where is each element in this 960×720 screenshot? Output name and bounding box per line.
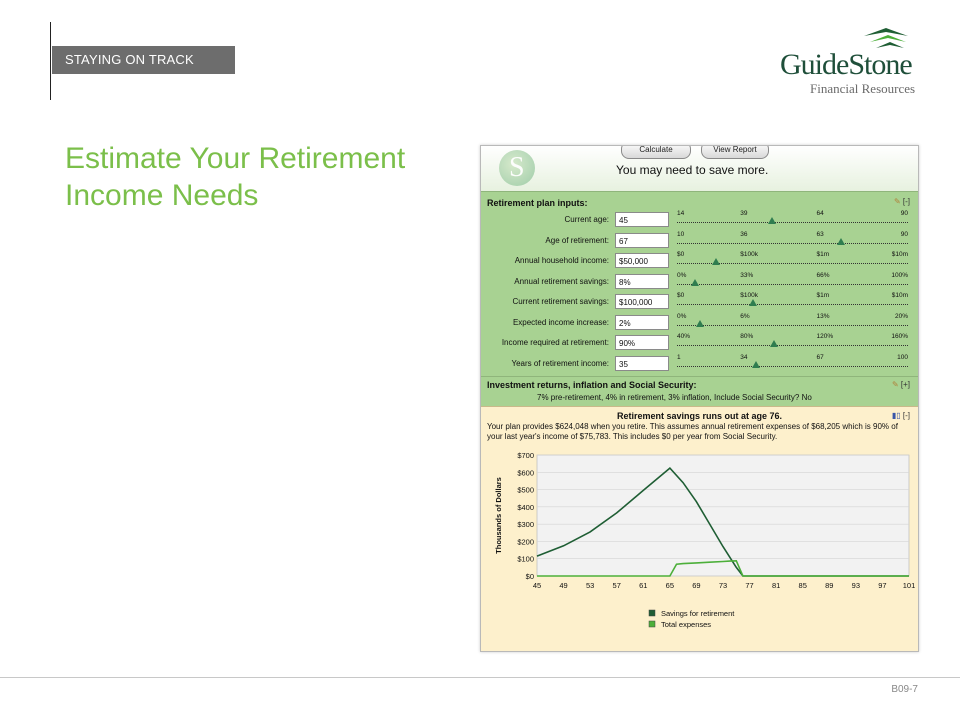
bar-chart-icon[interactable]: ▮▯ (891, 411, 901, 420)
slide-title: Estimate Your Retirement Income Needs (65, 142, 406, 212)
retirement-calculator-screenshot (480, 145, 919, 652)
legend-swatch (649, 621, 655, 627)
slider-tick-label: $10m (891, 251, 908, 258)
slider-track (677, 304, 908, 305)
x-tick-label: 101 (902, 581, 916, 590)
slider-tick-label: 13% (816, 312, 830, 320)
slider-track (677, 284, 908, 285)
collapse-toggle[interactable]: [-] (902, 411, 910, 420)
input-label: Current retirement savings: (512, 297, 609, 306)
slider-track (677, 345, 908, 346)
input-slider[interactable] (677, 292, 910, 314)
slider-tick-label: 100% (891, 271, 908, 279)
slider-tick-label: 160% (891, 333, 908, 340)
x-tick-label: 45 (532, 581, 542, 590)
invest-section-title: Investment returns, inflation and Social Security: (487, 380, 697, 390)
slider-tick-label: 10 (677, 230, 685, 238)
invest-detail-text: 7% pre-retirement, 4% in retirement, 3% inflation, Include Social Security? No (537, 393, 812, 402)
legend-label: Savings for retirement (661, 609, 735, 618)
slider-track (677, 325, 908, 326)
slider-tick-label: $0 (677, 251, 685, 258)
slider-tick-label: 40% (677, 333, 691, 340)
slider-tick-label: $100k (740, 292, 759, 299)
logo-name: GuideStone (780, 48, 912, 81)
slider-tick-label: 0% (677, 312, 687, 320)
slider-tick-label: 6% (740, 312, 750, 320)
edit-pencil-icon[interactable]: ✎ (893, 197, 901, 206)
slider-tick-label: 33% (740, 271, 754, 279)
calculator-header (481, 146, 918, 191)
slider-knob[interactable] (691, 279, 699, 286)
slider-tick-label: 34 (740, 353, 748, 361)
slider-tick-label: 1 (677, 353, 681, 361)
x-tick-label: 69 (692, 581, 701, 590)
invest-section-controls[interactable] (892, 380, 910, 389)
slider-tick-label: 90 (900, 210, 908, 217)
x-tick-label: 53 (585, 581, 595, 590)
slider-knob[interactable] (749, 299, 757, 306)
collapse-toggle[interactable]: [-] (902, 197, 910, 206)
slider-tick-label: $1m (816, 251, 830, 258)
input-field[interactable]: $100,000 (615, 294, 669, 309)
slider-tick-label: 66% (816, 271, 830, 279)
slider-tick-label: 63 (816, 230, 824, 238)
plot-area (537, 455, 909, 576)
input-field[interactable]: 35 (615, 356, 669, 371)
plan-inputs-panel (481, 191, 918, 377)
slider-tick-label: 14 (677, 210, 685, 217)
x-tick-label: 73 (718, 581, 728, 590)
input-slider[interactable] (677, 272, 910, 294)
y-tick-label: $700 (517, 451, 534, 460)
calculate-button[interactable]: Calculate (621, 145, 691, 159)
input-label: Expected income increase: (512, 317, 609, 327)
x-tick-label: 93 (851, 581, 861, 590)
input-field[interactable]: 45 (615, 212, 669, 227)
input-field[interactable]: 8% (615, 274, 669, 289)
page-number: B09-7 (891, 684, 918, 695)
x-tick-label: 49 (559, 581, 568, 590)
input-slider[interactable] (677, 313, 910, 335)
results-panel (481, 406, 918, 652)
input-field[interactable]: 90% (615, 335, 669, 350)
result-summary-text: Your plan provides $624,048 when you retire. This assumes annual retirement expenses of $68,205 which is 90% of your last year's income of $75,783. This includes $0 per year from Social Security. (487, 422, 898, 441)
result-title: Retirement savings runs out at age 76. (616, 411, 783, 421)
slider-tick-label: $10m (891, 292, 908, 299)
slider-tick-label: 67 (816, 353, 824, 361)
logo-subtitle: Financial Resources (810, 81, 916, 96)
x-tick-label: 57 (612, 581, 621, 590)
x-tick-label: 77 (745, 581, 754, 590)
inputs-section-title: Retirement plan inputs: (487, 198, 588, 208)
y-tick-label: $400 (517, 502, 534, 512)
edit-pencil-icon[interactable]: ✎ (891, 380, 899, 389)
expand-toggle[interactable]: [+] (900, 380, 910, 389)
slider-tick-label: $1m (816, 292, 830, 299)
slider-tick-label: 80% (740, 333, 754, 340)
slider-knob[interactable] (837, 238, 845, 245)
x-tick-label: 85 (798, 581, 807, 590)
logo-chevrons-icon (858, 26, 918, 50)
slider-track (677, 243, 908, 244)
inputs-section-controls[interactable] (894, 197, 910, 206)
slider-knob[interactable] (696, 320, 704, 327)
section-label: STAYING ON TRACK (52, 46, 235, 74)
x-tick-label: 97 (878, 581, 887, 590)
input-slider[interactable] (677, 231, 910, 253)
y-tick-label: $300 (517, 520, 534, 530)
slider-tick-label: 100 (897, 353, 908, 361)
input-field[interactable]: 2% (615, 315, 669, 330)
x-tick-label: 61 (639, 581, 648, 590)
y-tick-label: $0 (525, 572, 534, 581)
footer-rule (0, 677, 960, 678)
savings-chart (481, 407, 918, 652)
x-tick-label: 89 (825, 581, 834, 590)
slider-tick-label: 120% (816, 333, 834, 340)
input-label: Income required at retirement: (501, 338, 609, 347)
y-tick-label: $200 (517, 537, 534, 547)
guidestone-logo (780, 28, 930, 96)
slider-tick-label: 0% (677, 271, 687, 279)
y-tick-label: $500 (517, 485, 534, 495)
slider-tick-label: 39 (740, 210, 748, 217)
investment-assumptions-panel (481, 376, 918, 407)
input-field[interactable]: $50,000 (615, 253, 669, 268)
calculator-logo-icon: S (499, 150, 535, 186)
slider-tick-label: 90 (900, 230, 908, 238)
input-slider[interactable] (677, 333, 910, 355)
input-field[interactable]: 67 (615, 233, 669, 248)
input-slider[interactable] (677, 251, 910, 273)
slider-tick-label: $100k (740, 251, 759, 258)
y-tick-label: $600 (517, 468, 534, 478)
y-axis-label: Thousands of Dollars (494, 477, 503, 554)
input-label: Age of retirement: (545, 235, 609, 245)
slider-tick-label: 64 (816, 210, 824, 217)
input-label: Annual retirement savings: (514, 276, 609, 286)
slider-knob[interactable] (768, 217, 776, 224)
x-tick-label: 81 (771, 581, 781, 590)
slider-knob[interactable] (752, 361, 760, 368)
slider-tick-label: 36 (740, 230, 748, 238)
slider-track (677, 366, 908, 367)
x-tick-label: 65 (665, 581, 675, 590)
input-label: Annual household income: (514, 256, 609, 265)
input-label: Current age: (564, 215, 609, 224)
legend-swatch (649, 610, 655, 616)
slider-tick-label: $0 (677, 292, 685, 299)
input-label: Years of retirement income: (511, 358, 609, 368)
header-rule (50, 22, 51, 100)
slider-knob[interactable] (770, 340, 778, 347)
slider-tick-label: 20% (894, 312, 908, 320)
result-headline: You may need to save more. (616, 163, 769, 177)
input-slider[interactable] (677, 354, 910, 376)
y-tick-label: $100 (517, 554, 534, 564)
slider-knob[interactable] (712, 258, 720, 265)
slider-track (677, 222, 908, 223)
legend-label: Total expenses (661, 620, 712, 629)
input-slider[interactable] (677, 210, 910, 232)
view-report-button[interactable]: View Report (701, 145, 769, 159)
